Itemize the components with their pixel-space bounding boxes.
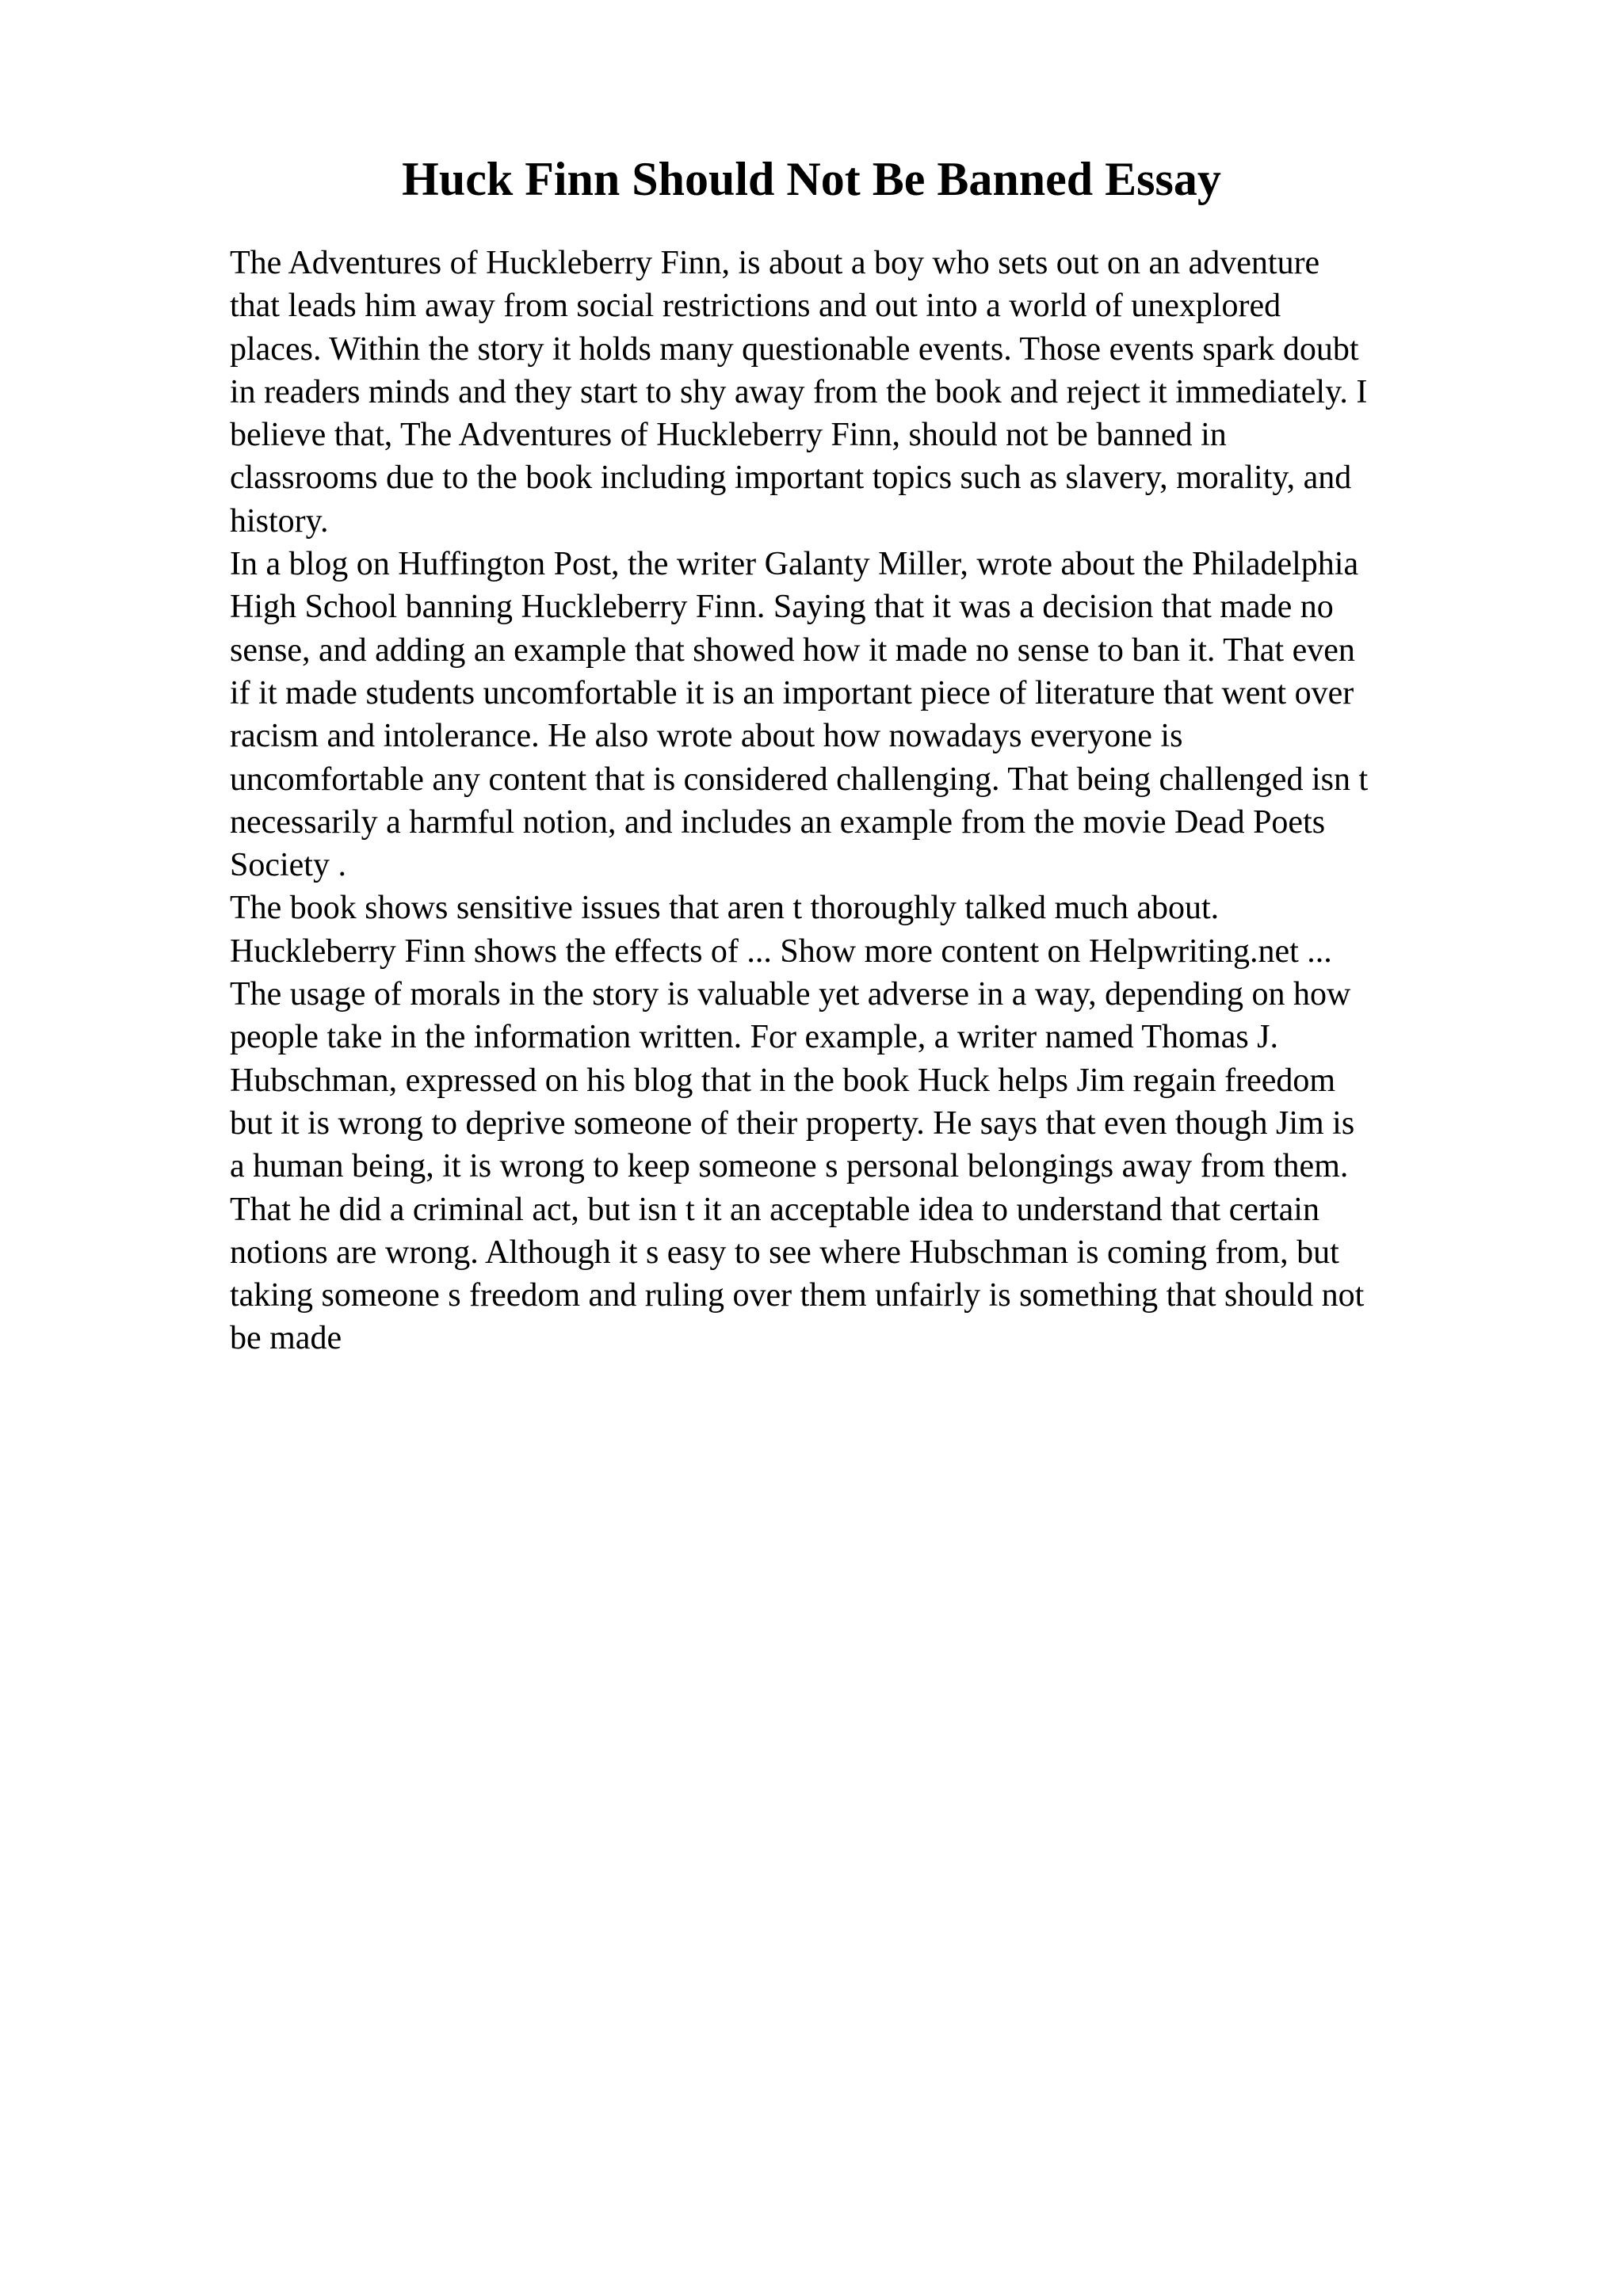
essay-line: a human being, it is wrong to keep someone s personal belongings away from them. xyxy=(230,1148,1349,1185)
essay-line: notions are wrong. Although it s easy to see where Hubschman is coming from, but xyxy=(230,1234,1339,1271)
essay-line: In a blog on Huffington Post, the writer Galanty Miller, wrote about the Philadelphia xyxy=(230,546,1359,583)
essay-line: The usage of morals in the story is valuable yet adverse in a way, depending on how xyxy=(230,976,1351,1013)
essay-line: that leads him away from social restrictions and out into a world of unexplored xyxy=(230,288,1281,325)
essay-line: uncomfortable any content that is considered challenging. That being challenged isn t xyxy=(230,761,1369,798)
essay-line: be made xyxy=(230,1320,342,1357)
essay-line: That he did a criminal act, but isn t it an acceptable idea to understand that certain xyxy=(230,1191,1319,1228)
essay-line: believe that, The Adventures of Huckleberry Finn, should not be banned in xyxy=(230,417,1227,454)
essay-line: Huckleberry Finn shows the effects of ... Show more content on Helpwriting.net ... xyxy=(230,933,1332,970)
essay-line: Hubschman, expressed on his blog that in the book Huck helps Jim regain freedom xyxy=(230,1062,1336,1099)
essay-line: racism and intolerance. He also wrote about how nowadays everyone is xyxy=(230,718,1183,755)
essay-line: history. xyxy=(230,502,329,540)
essay-line: but it is wrong to deprive someone of their property. He says that even though Jim is xyxy=(230,1104,1355,1142)
essay-line: The Adventures of Huckleberry Finn, is about a boy who sets out on an adventure xyxy=(230,245,1320,281)
essay-line: The book shows sensitive issues that aren t thoroughly talked much about. xyxy=(230,890,1220,927)
essay-line: if it made students uncomfortable it is an important piece of literature that went over xyxy=(230,674,1354,711)
essay-line: necessarily a harmful notion, and includes an example from the movie Dead Poets xyxy=(230,803,1326,841)
essay-line: High School banning Huckleberry Finn. Saying that it was a decision that made no xyxy=(230,589,1334,626)
essay-line: in readers minds and they start to shy away from the book and reject it immediately. I xyxy=(230,373,1368,410)
document-title: Huck Finn Should Not Be Banned Essay xyxy=(402,153,1221,205)
essay-line: Society . xyxy=(230,847,346,884)
essay-line: taking someone s freedom and ruling over them unfairly is something that should not xyxy=(230,1277,1365,1314)
essay-body xyxy=(230,242,1514,1360)
essay-line: sense, and adding an example that showed how it made no sense to ban it. That even xyxy=(230,631,1355,669)
essay-line: places. Within the story it holds many questionable events. Those events spark doubt xyxy=(230,330,1359,368)
essay-line: people take in the information written. For example, a writer named Thomas J. xyxy=(230,1019,1279,1056)
essay-line: classrooms due to the book including important topics such as slavery, morality, and xyxy=(230,460,1352,497)
